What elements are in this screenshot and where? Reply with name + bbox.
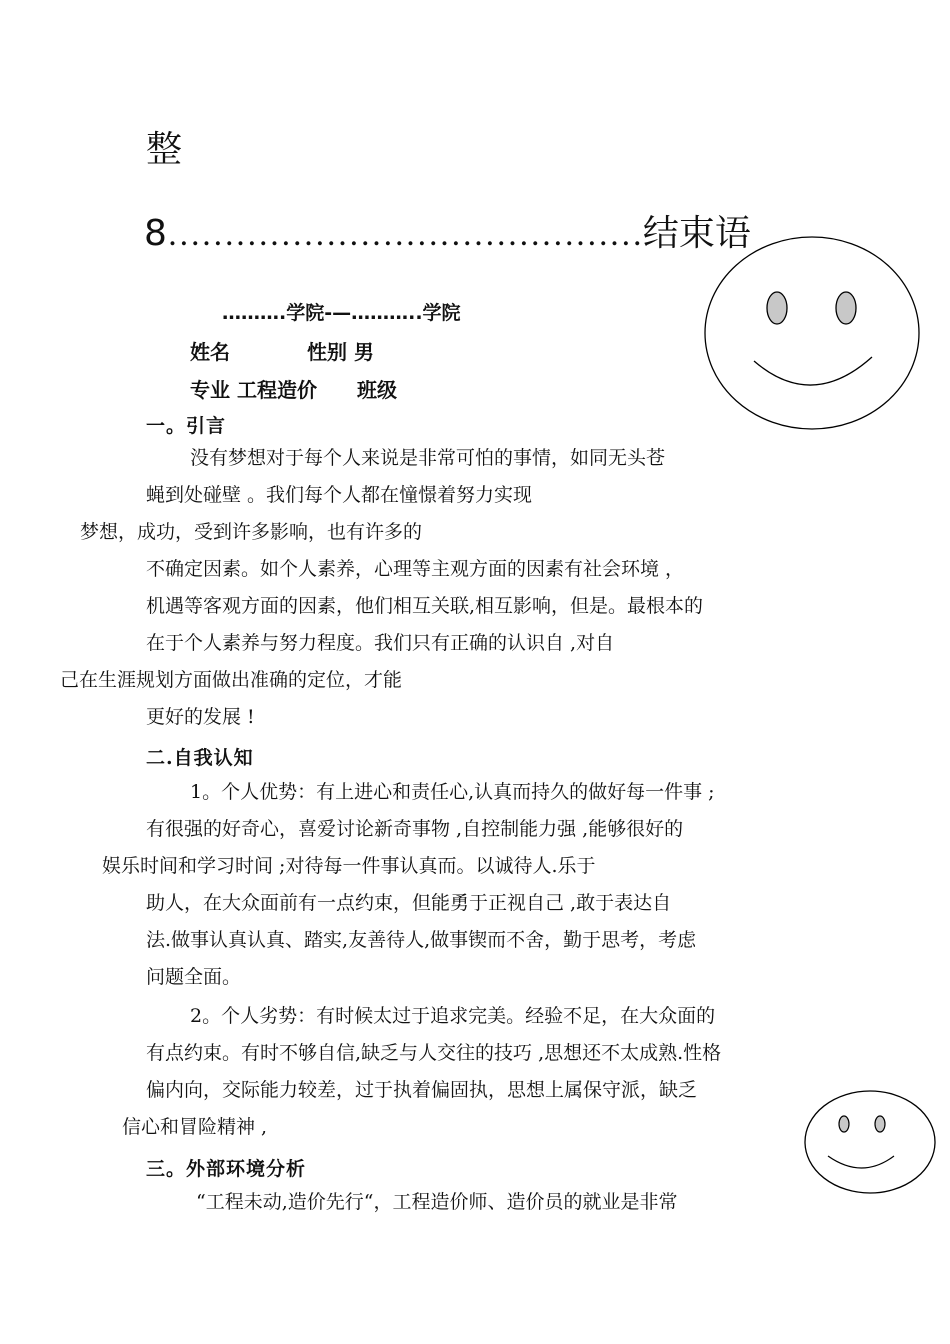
college-line: ……….学院-—………..学院	[222, 302, 461, 324]
gender-label: 性别 男	[307, 340, 374, 364]
paragraph-line: 法.做事认真认真、踏实,友善待人,做事锲而不舍，勤于思考，考虑	[146, 929, 697, 951]
smiley-face-large	[702, 233, 922, 433]
major-label: 专业 工程造价	[190, 378, 317, 402]
paragraph-line: 偏内向，交际能力较差，过于执着偏固执，思想上属保守派，缺乏	[146, 1079, 698, 1101]
paragraph-line: 有很强的好奇心，喜爱讨论新奇事物 ,自控制能力强 ,能够很好的	[146, 818, 684, 840]
toc-title: 结束语	[642, 213, 751, 254]
paragraph-line: 助人，在大众面前有一点约束，但能勇于正视自己 ,敢于表达自	[146, 892, 672, 914]
paragraph-line: 1。个人优势：有上进心和责任心,认真而持久的做好每一件事 ;	[190, 781, 715, 803]
toc-line-a: 整	[146, 129, 183, 170]
paragraph-line: 机遇等客观方面的因素，他们相互关联,相互影响，但是。最根本的	[146, 595, 704, 617]
paragraph-line: 没有梦想对于每个人来说是非常可怕的事情，如同无头苍	[190, 447, 666, 469]
paragraph-line: 有点约束。有时不够自信,缺乏与人交往的技巧 ,思想还不太成熟.性格	[146, 1042, 722, 1064]
paragraph-line: “工程未动,造价先行“，工程造价师、造价员的就业是非常	[196, 1191, 678, 1213]
paragraph-line: 蝇到处碰壁 。我们每个人都在憧憬着努力实现	[146, 484, 533, 506]
paragraph-line: 问题全面。	[146, 966, 242, 988]
smiley-face-small	[802, 1088, 938, 1198]
name-label: 姓名	[190, 340, 230, 364]
paragraph-line: 梦想，成功，受到许多影响，也有许多的	[80, 521, 423, 543]
paragraph-line: 更好的发展 !	[146, 706, 255, 728]
section-3-title: 三。外部环境分析	[146, 1158, 307, 1180]
paragraph-line: 信心和冒险精神 ,	[122, 1116, 268, 1138]
paragraph-line: 己在生涯规划方面做出准确的定位，才能	[60, 669, 403, 691]
toc-leader-dots: ……………………………………	[166, 216, 643, 253]
class-label: 班级	[357, 378, 397, 402]
paragraph-line: 不确定因素。如个人素养，心理等主观方面的因素有社会环境 ，	[146, 558, 685, 580]
paragraph-line: 2。个人劣势：有时候太过于追求完美。经验不足，在大众面的	[190, 1005, 716, 1027]
paragraph-line: 娱乐时间和学习时间 ;对待每一件事认真而。以诚待人.乐于	[102, 855, 596, 877]
paragraph-line: 在于个人素养与努力程度。我们只有正确的认识自 ,对自	[146, 632, 615, 654]
section-2-title: 二.自我认知	[146, 747, 254, 769]
section-1-title: 一。引言	[146, 415, 227, 437]
toc-line-b	[144, 214, 751, 255]
toc-number: 8	[144, 213, 167, 254]
